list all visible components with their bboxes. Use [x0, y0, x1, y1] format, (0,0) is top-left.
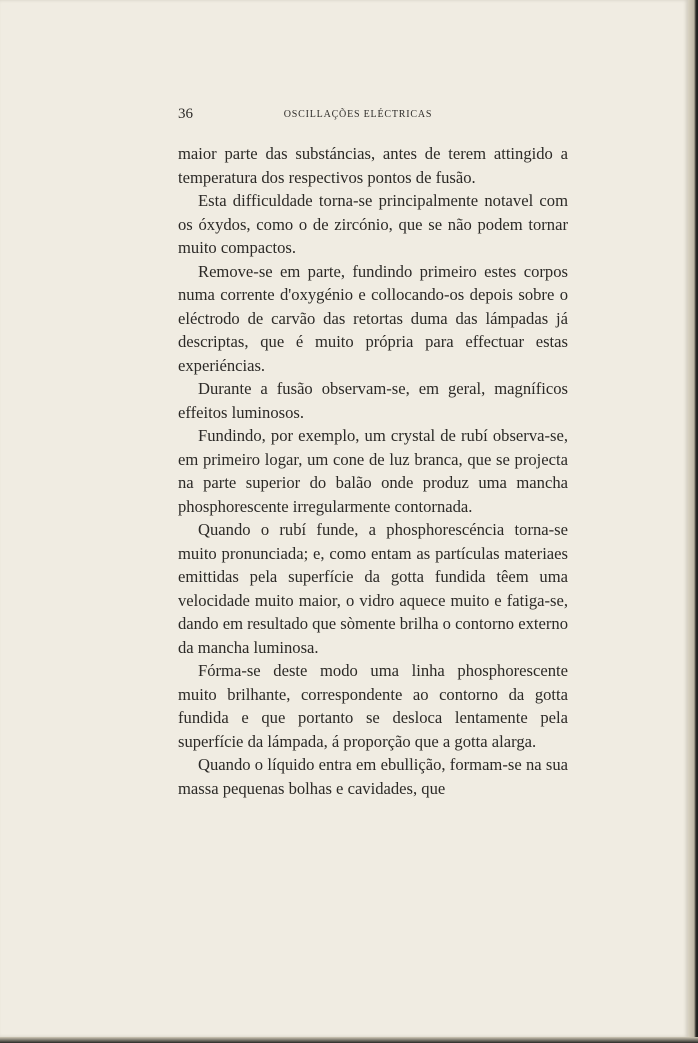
running-title: OSCILLAÇÕES ELÉCTRICAS — [283, 109, 433, 120]
page-edge-right — [688, 0, 698, 1043]
page-header — [178, 106, 568, 126]
paragraph: Fundindo, por exemplo, um crystal de rubí observa-se, em primeiro logar, um cone de luz branca, que se projecta na parte superior do balão onde produz uma mancha phosphorescente irregularmente contornada. — [178, 426, 568, 516]
page-edge-bottom — [0, 1037, 698, 1043]
paragraph-continuation: maior parte das substáncias, antes de terem attingido a temperatura dos respectivos pontos de fusão. — [178, 144, 568, 187]
page-number: 36 — [178, 106, 193, 122]
paragraph: Esta difficuldade torna-se principalmente notavel com os óxydos, como o de zircónio, que se não podem tornar muito compactos. — [178, 191, 568, 257]
paragraph-continued-next-page: Quando o líquido entra em ebullição, formam-se na sua massa pequenas bolhas e cavidades, que — [178, 755, 568, 798]
paragraph: Quando o rubí funde, a phosphorescéncia torna-se muito pronunciada; e, como entam as partículas materiaes emittidas pela superfície da gotta fundida têem uma velocidade muito maior, o vidro aquece muito e fatiga-se, dando em resultado que sòmente brilha o contorno externo da mancha luminosa. — [178, 520, 568, 657]
paragraph: Durante a fusão observam-se, em geral, magníficos effeitos luminosos. — [178, 379, 568, 422]
body-text — [178, 142, 568, 800]
paragraph: Remove-se em parte, fundindo primeiro estes corpos numa corrente d'oxygénio e collocando-os depois sobre o eléctrodo de carvão das retortas duma das lámpadas já descriptas, que é muito própria para effectuar estas experiéncias. — [178, 261, 568, 375]
paragraph: Fórma-se deste modo uma linha phosphorescente muito brilhante, correspondente ao contorno da gotta fundida e que portanto se desloca lentamente pela superfície da lámpada, á proporção que a gotta alarga. — [178, 661, 568, 751]
